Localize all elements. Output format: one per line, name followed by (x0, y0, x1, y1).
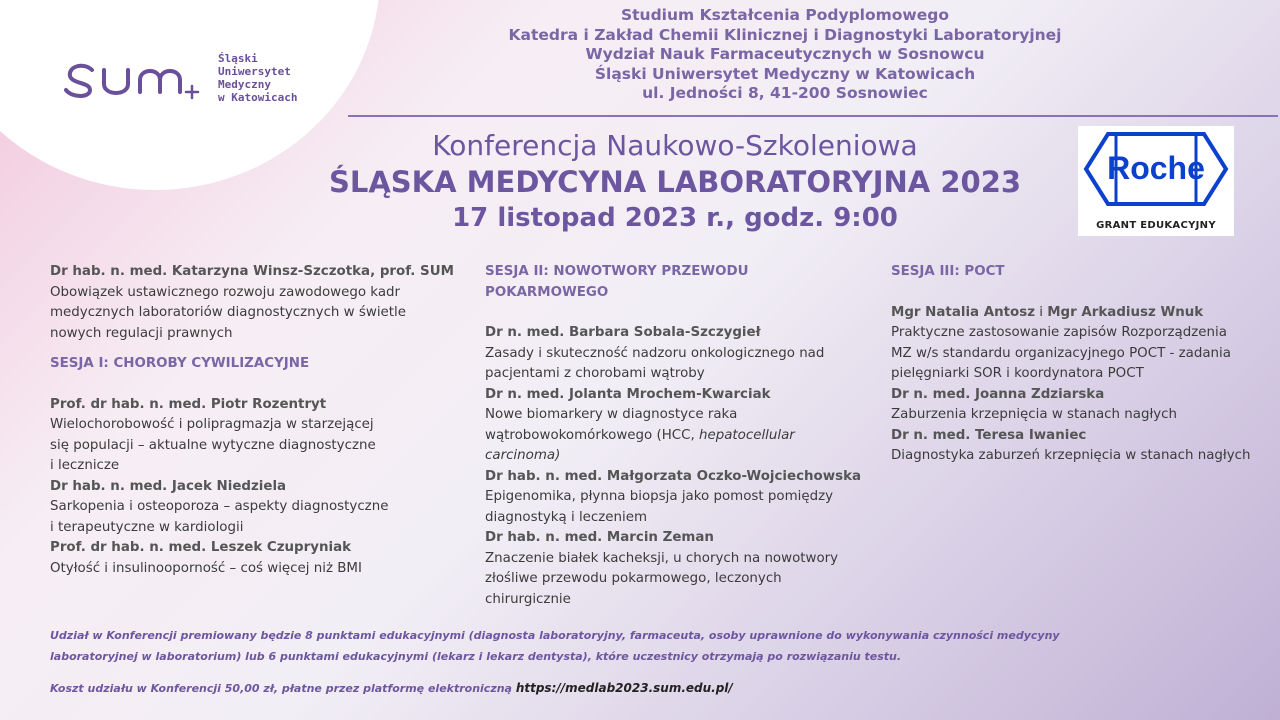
program-column-2 (485, 262, 870, 610)
talk-title: medycznych laboratoriów diagnostycznych w świetle (50, 305, 406, 320)
talk-title: Znaczenie białek kacheksji, u chorych na nowotwory (485, 550, 839, 566)
speaker-name: Mgr Arkadiusz Wnuk (1047, 304, 1204, 320)
sponsor-caption: GRANT EDUKACYJNY (1096, 220, 1216, 231)
session-heading: SESJA I: CHOROBY CYWILIZACYJNE (50, 356, 310, 371)
institution-line: Śląski Uniwersytet Medyczny w Katowicach (594, 64, 976, 83)
sponsor-logo (1078, 126, 1234, 236)
institution-address: ul. Jedności 8, 41-200 Sosnowiec (642, 84, 928, 102)
fee-info (50, 678, 1250, 699)
talk-title-italic (485, 446, 870, 467)
institution-header (460, 6, 1110, 104)
talk-title: i lecznicze (50, 458, 120, 473)
talk-title: Zasady i skuteczność nadzoru onkologicznego nad (485, 345, 825, 361)
speaker-name: Dr n. med. Jolanta Mrochem-Kwarciak (485, 386, 771, 402)
logo-line: Śląski (218, 52, 258, 65)
session-heading: SESJA III: POCT (891, 264, 1005, 279)
logo-line: Medyczny (218, 78, 271, 91)
spacer (50, 344, 470, 354)
talk-title: MZ w/s standardu organizacyjnego POCT - zadania (891, 345, 1231, 361)
speaker-name: Dr hab. n. med. Marcin Zeman (485, 530, 714, 545)
fee-text: Koszt udziału w Konferencji 50,00 zł, płatne przez platformę elektroniczną (50, 682, 516, 695)
university-logo (64, 52, 328, 104)
conference-name: ŚLĄSKA MEDYCYNA LABORATORYJNA 2023 (328, 165, 1022, 199)
points-line: laboratoryjnej w laboratorium) lub 6 punktami edukacyjnymi (lekarz i lekarz dentysta), które uczestnicy otrzymają po rozwiązaniu testu. (50, 650, 902, 663)
talk-title: Otyłość i insulinooporność – coś więcej niż BMI (50, 560, 362, 576)
talk-title: pacjentami z chorobami wątroby (485, 366, 705, 381)
speaker-conjunction: i (1035, 304, 1048, 320)
talk-title: pielęgniarki SOR i koordynatora POCT (891, 366, 1144, 381)
talk-title: złośliwe przewodu pokarmowego, leczonych (485, 571, 782, 586)
speaker-name: Prof. dr hab. n. med. Piotr Rozentryt (50, 396, 327, 412)
talk-title-italic: carcinoma) (485, 448, 561, 463)
session-heading: SESJA II: NOWOTWORY PRZEWODU (485, 264, 749, 279)
talk-title: się populacji – aktualne wytyczne diagnostyczne (50, 437, 376, 453)
conference-type: Konferencja Naukowo-Szkoleniowa (432, 129, 918, 162)
header-divider (348, 115, 1278, 117)
logo-line: w Katowicach (218, 91, 298, 104)
registration-link[interactable]: https://medlab2023.sum.edu.pl/ (515, 681, 733, 695)
talk-title: i terapeutyczne w kardiologii (50, 519, 244, 535)
institution-line: Studium Kształcenia Podyplomowego (620, 6, 950, 24)
logo-line: Uniwersytet (218, 65, 291, 78)
talk-title: Epigenomika, płynna biopsja jako pomost pomiędzy (485, 489, 834, 504)
talk-title: diagnostyką i leczeniem (485, 509, 648, 525)
speaker-name: Dr hab. n. med. Małgorzata Oczko-Wojciechowska (485, 468, 862, 484)
university-name (218, 52, 328, 104)
sum-logo-icon (64, 56, 204, 100)
speaker-line (891, 303, 1276, 324)
talk-title (485, 426, 870, 447)
speaker-name: Dr n. med. Barbara Sobala-Szczygieł (485, 325, 761, 340)
spacer (891, 283, 1276, 303)
talk-title: Sarkopenia i osteoporoza – aspekty diagnostyczne (50, 499, 389, 514)
talk-title: Diagnostyka zaburzeń krzepnięcia w stanach nagłych (891, 448, 1251, 463)
points-info (50, 625, 1250, 667)
spacer (50, 375, 470, 395)
speaker-name: Dr hab. n. med. Jacek Niedziela (50, 478, 287, 494)
conference-title-block (300, 128, 1050, 236)
speaker-name: Mgr Natalia Antosz (891, 304, 1035, 320)
conference-date: 17 listopad 2023 r., godz. 9:00 (452, 203, 898, 233)
program-column-3 (891, 262, 1276, 467)
speaker-name: Dr n. med. Teresa Iwaniec (891, 427, 1087, 443)
program-column-1 (50, 262, 470, 579)
talk-title: nowych regulacji prawnych (50, 325, 233, 341)
spacer (485, 303, 870, 323)
talk-title: Praktyczne zastosowanie zapisów Rozporządzenia (891, 325, 1227, 340)
talk-title: Wielochorobowość i polipragmazja w starzejącej (50, 417, 374, 432)
session-heading: POKARMOWEGO (485, 284, 609, 300)
talk-title-italic: hepatocellular (698, 427, 795, 443)
talk-title: Obowiązek ustawicznego rozwoju zawodowego kadr (50, 284, 401, 300)
institution-line: Wydział Nauk Farmaceutycznych w Sosnowcu (585, 45, 985, 63)
talk-title: Nowe biomarkery w diagnostyce raka (485, 407, 738, 422)
talk-title: Zaburzenia krzepnięcia w stanach nagłych (891, 407, 1178, 422)
speaker-name: Dr hab. n. med. Katarzyna Winsz-Szczotka, prof. SUM (50, 264, 454, 279)
points-line: Udział w Konferencji premiowany będzie 8 punktami edukacyjnymi (diagnosta laboratoryjny, farmaceuta, osoby uprawnione do wykonywania czynności medycyny (50, 629, 1060, 642)
sponsor-brand: Roche (1107, 150, 1205, 186)
talk-title-part: wątrobowokomórkowego (HCC, (485, 427, 699, 443)
talk-title: chirurgicznie (485, 591, 571, 607)
speaker-name: Prof. dr hab. n. med. Leszek Czupryniak (50, 540, 352, 555)
institution-line: Katedra i Zakład Chemii Klinicznej i Diagnostyki Laboratoryjnej (508, 25, 1062, 44)
roche-hexagon-icon (1078, 126, 1234, 212)
speaker-name: Dr n. med. Joanna Zdziarska (891, 386, 1105, 402)
